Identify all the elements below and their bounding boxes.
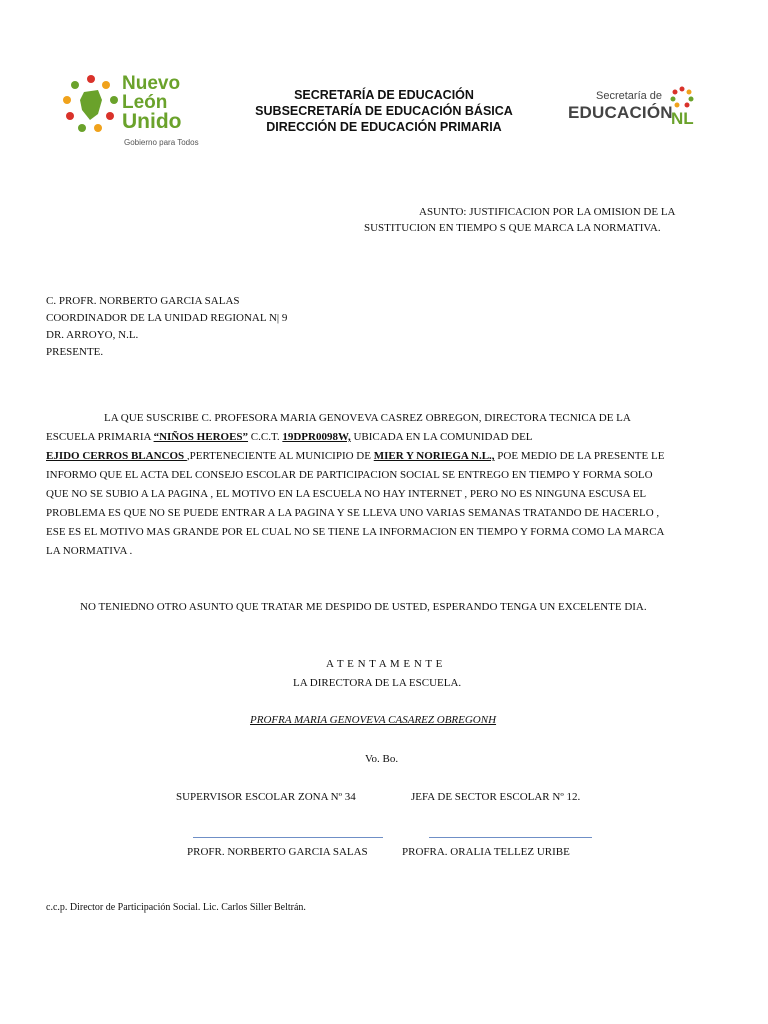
header-subsecretaria: SUBSECRETARÍA DE EDUCACIÓN BÁSICA: [255, 104, 513, 118]
jefa-signature-line: [429, 837, 592, 838]
emblem-icon: [62, 74, 120, 136]
atentamente: A T E N T A M E N T E: [326, 658, 443, 670]
cct-code: 19DPR0098W,: [282, 431, 351, 443]
body-line-4: INFORMO QUE EL ACTA DEL CONSEJO ESCOLAR DE PARTICIPACION SOCIAL SE ENTREGO EN TIEMPO Y FORMA SOLO: [46, 469, 653, 481]
jefa-sector-title: JEFA DE SECTOR ESCOLAR Nº 12.: [411, 791, 581, 803]
body-line-3: [46, 447, 664, 466]
school-name: “NIÑOS HEROES”: [153, 431, 249, 443]
vobo: Vo. Bo.: [365, 753, 399, 765]
asunto-line-1: ASUNTO: JUSTIFICACION POR LA OMISION DE LA: [419, 206, 676, 218]
jefa-name: PROFRA. ORALIA TELLEZ URIBE: [402, 846, 570, 858]
nuevo-leon-unido-logo: [62, 72, 222, 150]
logo-secretaria-de: Secretaría de: [596, 90, 663, 102]
ejido-name: EJIDO CERROS BLANCOS: [46, 450, 187, 462]
ccp-note: c.c.p. Director de Participación Social. Lic. Carlos Siller Beltrán.: [46, 902, 306, 913]
gear-emblem-icon: [670, 86, 694, 108]
body-line-8: LA NORMATIVA .: [46, 545, 133, 557]
logo-nl: NL: [671, 109, 694, 128]
closing-text: NO TENIEDNO OTRO ASUNTO QUE TRATAR ME DESPIDO DE USTED, ESPERANDO TENGA UN EXCELENTE DIA.: [80, 601, 647, 613]
supervisor-title: SUPERVISOR ESCOLAR ZONA Nº 34: [176, 791, 356, 803]
directora-label: LA DIRECTORA DE LA ESCUELA.: [293, 677, 462, 689]
secretaria-educacion-nl-logo: [568, 84, 718, 134]
recipient-presente: PRESENTE.: [46, 346, 104, 358]
body-line-1: LA QUE SUSCRIBE C. PROFESORA MARIA GENOVEVA CASREZ OBREGON, DIRECTORA TECNICA DE LA: [104, 412, 631, 424]
body-text: ,PERTENECIENTE AL MUNICIPIO DE: [186, 450, 374, 462]
asunto-line-2: SUSTITUCION EN TIEMPO S QUE MARCA LA NORMATIVA.: [364, 222, 661, 234]
municipio-name: MIER Y NORIEGA N.L.,: [373, 450, 495, 462]
body-text: ESCUELA PRIMARIA: [46, 431, 154, 443]
supervisor-name: PROFR. NORBERTO GARCIA SALAS: [187, 846, 368, 858]
logo-educacion: EDUCACIÓN: [568, 103, 673, 122]
logo-text-unido: Unido: [122, 110, 182, 133]
body-line-7: ESE ES EL MOTIVO MAS GRANDE POR EL CUAL NO SE TIENE LA INFORMACION EN TIEMPO Y FORMA COMO LA MARCA: [46, 526, 665, 538]
logo-text-nuevo: Nuevo: [122, 73, 181, 94]
directora-name: PROFRA MARIA GENOVEVA CASAREZ OBREGONH: [250, 714, 497, 726]
recipient-location: DR. ARROYO, N.L.: [46, 329, 139, 341]
body-text: UBICADA EN LA COMUNIDAD DEL: [350, 431, 533, 443]
body-text: POE MEDIO DE LA PRESENTE LE: [494, 450, 665, 462]
logo-text-leon: León: [122, 92, 168, 113]
body-line-5: QUE NO SE SUBIO A LA PAGINA , EL MOTIVO EN LA ESCUELA NO HAY INTERNET , PERO NO ES NINGUNA ESCUSA EL: [46, 488, 647, 500]
logo-tagline: Gobierno para Todos: [124, 138, 199, 147]
body-text: C.C.T.: [248, 431, 283, 443]
recipient-name: C. PROFR. NORBERTO GARCIA SALAS: [46, 295, 240, 307]
body-line-2: [46, 428, 533, 447]
recipient-title: COORDINADOR DE LA UNIDAD REGIONAL N| 9: [46, 312, 288, 324]
header-secretaria: SECRETARÍA DE EDUCACIÓN: [294, 88, 474, 102]
header-direccion: DIRECCIÓN DE EDUCACIÓN PRIMARIA: [266, 120, 502, 134]
body-line-6: PROBLEMA ES QUE NO SE PUEDE ENTRAR A LA PAGINA Y SE LLEVA UNO VARIAS SEMANAS TRATANDO DE HACERLO ,: [46, 507, 660, 519]
supervisor-signature-line: [193, 837, 383, 838]
